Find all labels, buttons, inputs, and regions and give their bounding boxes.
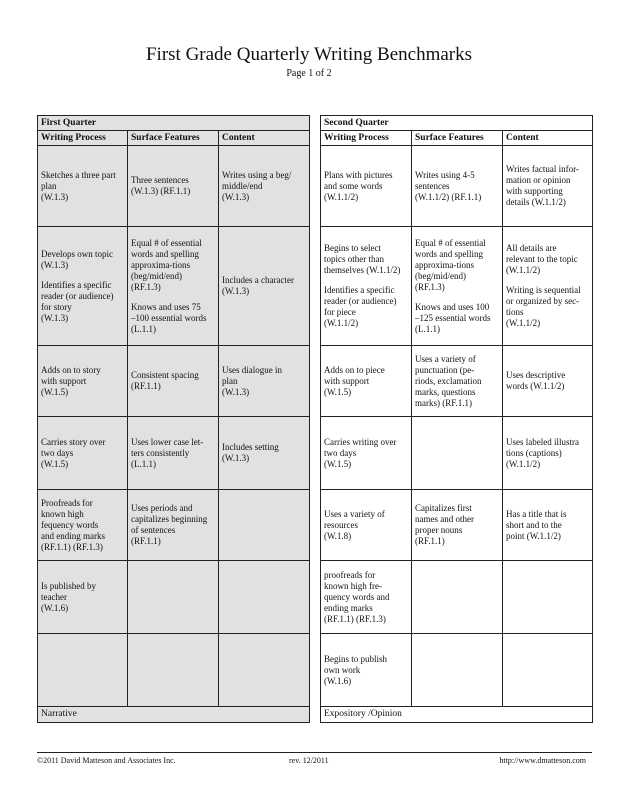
benchmark-text: words (W.1.1/2) <box>506 381 565 391</box>
surface-features-cell <box>412 561 503 634</box>
column-header-writing-process: Writing Process <box>38 131 128 146</box>
benchmark-text: marks, questions <box>415 386 476 397</box>
benchmark-text: resources <box>324 519 358 530</box>
benchmark-text: (RF.1.1) (RF.1.3) <box>41 541 103 552</box>
benchmark-text: (W.1.1/2) <box>506 265 541 275</box>
benchmark-text <box>324 276 408 285</box>
benchmark-text: known high <box>41 508 84 519</box>
writing-process-cell <box>38 490 128 561</box>
benchmark-text: Proofreads for <box>41 497 93 508</box>
benchmark-text: (W.1.5) <box>41 458 69 469</box>
benchmark-row <box>321 146 593 227</box>
benchmark-text: Identifies a specific <box>41 279 112 290</box>
surface-features-cell <box>412 146 503 227</box>
benchmark-row <box>321 417 593 490</box>
copyright-text: ©2011 David Matteson and Associates Inc. <box>37 756 176 765</box>
surface-features-cell <box>128 561 219 634</box>
benchmark-text: short and to the <box>506 519 562 530</box>
benchmark-text: ending marks <box>324 602 373 613</box>
benchmark-row <box>38 417 310 490</box>
benchmark-text: (RF.1.3) <box>131 281 161 292</box>
surface-features-cell <box>412 346 503 417</box>
page-title: First Grade Quarterly Writing Benchmarks <box>145 44 473 65</box>
benchmark-row <box>38 146 310 227</box>
first-quarter-genre: Narrative <box>38 707 310 723</box>
writing-process-cell <box>321 146 412 227</box>
benchmark-text: approxima-tions <box>131 259 190 270</box>
benchmark-text: with support <box>41 375 87 386</box>
benchmark-text: for piece <box>324 307 356 317</box>
surface-features-cell <box>412 417 503 490</box>
benchmark-text: teacher <box>41 591 67 602</box>
benchmark-text: riods, exclamation <box>415 375 482 386</box>
benchmark-text: Adds on to piece <box>324 364 385 375</box>
writing-process-cell <box>38 227 128 346</box>
writing-process-cell <box>38 561 128 634</box>
surface-features-cell <box>128 146 219 227</box>
benchmark-text: (W.1.1/2) (RF.1.1) <box>415 191 482 202</box>
benchmark-text: (L.1.1) <box>131 458 156 469</box>
benchmark-text: (RF.1.1) <box>131 381 161 391</box>
benchmark-text: (RF.1.3) <box>415 281 445 292</box>
benchmark-text: proofreads for <box>324 569 376 580</box>
first-quarter-table <box>37 115 310 723</box>
benchmark-text: approxima-tions <box>415 259 474 270</box>
benchmark-text: Uses a variety of <box>415 353 476 364</box>
benchmark-text <box>506 276 589 285</box>
benchmark-text: (W.1.3) <box>41 259 69 270</box>
benchmark-text <box>41 271 124 280</box>
content-cell <box>219 227 310 346</box>
benchmark-text: themselves (W.1.1/2) <box>324 265 401 275</box>
benchmark-row <box>321 561 593 634</box>
benchmark-text: Is published by <box>41 580 96 591</box>
column-header-content: Content <box>219 131 310 146</box>
benchmark-text: Uses descriptive <box>506 370 566 380</box>
benchmark-text: Capitalizes first <box>415 503 472 513</box>
benchmark-text: (W.1.3) <box>222 453 250 463</box>
benchmark-text: words and spelling <box>415 248 483 259</box>
benchmark-text: Uses dialogue in <box>222 364 282 375</box>
content-cell <box>219 490 310 561</box>
benchmark-text: names and other <box>415 514 474 524</box>
benchmark-text: Writes using a beg/ <box>222 169 292 180</box>
page-number: Page 1 of 2 <box>286 68 332 79</box>
benchmark-text: ters consistently <box>131 447 190 458</box>
benchmark-text: (W.1.1/2) <box>506 458 541 469</box>
benchmark-text: (RF.1.1) <box>415 536 445 546</box>
footer-divider <box>37 752 592 753</box>
second-quarter-genre: Expository /Opinion <box>321 707 593 723</box>
benchmark-text: and some words <box>324 180 383 191</box>
content-cell <box>219 634 310 707</box>
benchmark-text: point (W.1.1/2) <box>506 530 561 541</box>
benchmark-text: (W.1.6) <box>41 602 69 613</box>
benchmark-text: –125 essential words <box>415 312 491 323</box>
benchmark-row <box>38 490 310 561</box>
benchmark-text: Plans with pictures <box>324 169 393 180</box>
benchmark-text: details (W.1.1/2) <box>506 197 566 207</box>
benchmark-text: plan <box>41 180 57 191</box>
benchmark-text: Writes using 4-5 <box>415 169 475 180</box>
benchmark-text: or organized by sec- <box>506 296 580 306</box>
benchmark-row <box>321 227 593 346</box>
benchmark-text: two days <box>41 447 74 458</box>
benchmark-text: (W.1.3) <box>41 191 69 202</box>
benchmark-text: (W.1.3) <box>41 312 69 323</box>
benchmark-text: (W.1.5) <box>324 386 352 397</box>
benchmark-text: Identifies a specific <box>324 285 395 295</box>
benchmark-text: (W.1.6) <box>324 675 352 686</box>
benchmark-text: proper nouns <box>415 525 463 535</box>
benchmark-text: Develops own topic <box>41 248 113 259</box>
benchmark-text: (RF.1.1) <box>131 536 161 546</box>
benchmark-text: reader (or audience) <box>324 296 397 306</box>
benchmark-text: Three sentences <box>131 175 189 185</box>
surface-features-cell <box>128 490 219 561</box>
benchmark-text: mation or opinion <box>506 175 571 185</box>
benchmark-text: words and spelling <box>131 248 199 259</box>
surface-features-cell <box>128 346 219 417</box>
content-cell <box>503 146 593 227</box>
content-cell <box>503 490 593 561</box>
benchmark-text: Carries writing over <box>324 436 397 447</box>
benchmark-text: (L.1.1) <box>131 323 156 334</box>
benchmark-text: (W.1.3) <box>222 286 250 296</box>
column-header-surface-features: Surface Features <box>128 131 219 146</box>
content-cell <box>219 146 310 227</box>
benchmark-text: fequency words <box>41 519 99 530</box>
benchmark-text: (W.1.5) <box>41 386 69 397</box>
revision-text: rev. 12/2011 <box>289 756 329 765</box>
content-cell <box>219 561 310 634</box>
column-header-content: Content <box>503 131 593 146</box>
benchmark-text: two days <box>324 447 357 458</box>
content-cell <box>503 417 593 490</box>
benchmark-row <box>321 490 593 561</box>
benchmark-text: Writing is sequential <box>506 285 581 295</box>
benchmark-text: capitalizes beginning <box>131 514 208 524</box>
benchmark-text: known high fre- <box>324 580 382 591</box>
benchmark-text: (W.1.1/2) <box>506 318 541 328</box>
benchmark-row <box>38 346 310 417</box>
content-cell <box>503 227 593 346</box>
benchmark-text: quency words and <box>324 591 390 602</box>
content-cell <box>503 346 593 417</box>
surface-features-cell <box>128 227 219 346</box>
benchmark-text: punctuation (pe- <box>415 364 475 375</box>
surface-features-cell <box>412 490 503 561</box>
surface-features-cell <box>128 417 219 490</box>
benchmark-text: Begins to publish <box>324 653 388 664</box>
benchmark-text: Writes factual infor- <box>506 164 579 174</box>
benchmark-text: middle/end <box>222 180 263 191</box>
benchmark-text: (W.1.3) <box>222 191 250 202</box>
benchmark-text: (W.1.3) (RF.1.1) <box>131 186 191 196</box>
benchmark-text: (W.1.3) <box>222 386 250 397</box>
benchmark-text: Uses labeled illustra <box>506 436 579 447</box>
benchmark-text: own work <box>324 664 361 675</box>
benchmark-text: Equal # of essential <box>131 237 202 248</box>
content-cell <box>219 346 310 417</box>
benchmark-text: Has a title that is <box>506 508 567 519</box>
surface-features-cell <box>412 634 503 707</box>
benchmark-text: plan <box>222 375 238 386</box>
benchmark-text: Uses a variety of <box>324 508 385 519</box>
benchmark-text: (L.1.1) <box>415 323 440 334</box>
writing-process-cell <box>321 227 412 346</box>
second-quarter-heading: Second Quarter <box>321 116 593 131</box>
benchmark-row <box>38 634 310 707</box>
benchmark-text: Consistent spacing <box>131 370 199 380</box>
benchmark-text: (W.1.5) <box>324 458 352 469</box>
surface-features-cell <box>128 634 219 707</box>
benchmark-text: Uses periods and <box>131 503 193 513</box>
writing-process-cell <box>321 417 412 490</box>
writing-process-cell <box>38 417 128 490</box>
benchmark-text: Includes a character <box>222 275 294 285</box>
benchmark-text: Adds on to story <box>41 364 101 375</box>
benchmark-text: (W.1.1/2) <box>324 318 359 328</box>
benchmark-text: Equal # of essential <box>415 237 486 248</box>
second-quarter-table <box>320 115 593 723</box>
benchmark-text: (W.1.1/2) <box>324 191 359 202</box>
writing-process-cell <box>321 561 412 634</box>
benchmark-text <box>415 293 499 302</box>
benchmark-text: Knows and uses 75 <box>131 301 201 312</box>
content-cell <box>503 561 593 634</box>
benchmark-text: Sketches a three part <box>41 169 116 180</box>
writing-process-cell <box>321 634 412 707</box>
benchmark-text: (beg/mid/end) <box>415 270 466 281</box>
benchmark-row <box>38 227 310 346</box>
benchmark-text: with supporting <box>506 186 563 196</box>
writing-process-cell <box>321 490 412 561</box>
surface-features-cell <box>412 227 503 346</box>
writing-process-cell <box>38 634 128 707</box>
benchmark-text <box>131 293 215 302</box>
benchmark-text: Carries story over <box>41 436 106 447</box>
benchmark-text: sentences <box>415 180 450 191</box>
writing-process-cell <box>38 146 128 227</box>
benchmark-text: and ending marks <box>41 530 105 541</box>
benchmark-text: Includes setting <box>222 442 279 452</box>
benchmark-row <box>38 561 310 634</box>
benchmark-text: marks) (RF.1.1) <box>415 397 473 408</box>
content-cell <box>219 417 310 490</box>
benchmark-text: tions (captions) <box>506 447 562 458</box>
benchmark-text: (W.1.8) <box>324 530 352 541</box>
benchmark-text: Uses lower case let- <box>131 436 204 447</box>
benchmark-text: of sentences <box>131 525 176 535</box>
column-header-surface-features: Surface Features <box>412 131 503 146</box>
benchmark-text: (RF.1.1) (RF.1.3) <box>324 613 386 624</box>
benchmark-text: –100 essential words <box>131 312 207 323</box>
column-header-writing-process: Writing Process <box>321 131 412 146</box>
benchmark-text: Begins to select <box>324 243 381 253</box>
writing-process-cell <box>38 346 128 417</box>
website-link[interactable]: http://www.dmatteson.com <box>499 756 586 765</box>
benchmark-row <box>321 634 593 707</box>
benchmark-text: (beg/mid/end) <box>131 270 182 281</box>
benchmark-text: with support <box>324 375 370 386</box>
benchmark-row <box>321 346 593 417</box>
benchmark-text: All details are <box>506 243 557 253</box>
benchmark-text: for story <box>41 301 72 312</box>
benchmark-text: topics other than <box>324 254 384 264</box>
benchmark-text: Knows and uses 100 <box>415 301 490 312</box>
benchmark-text: reader (or audience) <box>41 290 114 301</box>
first-quarter-heading: First Quarter <box>38 116 310 131</box>
content-cell <box>503 634 593 707</box>
writing-process-cell <box>321 346 412 417</box>
benchmark-text: relevant to the topic <box>506 254 578 264</box>
benchmark-text: tions <box>506 307 524 317</box>
